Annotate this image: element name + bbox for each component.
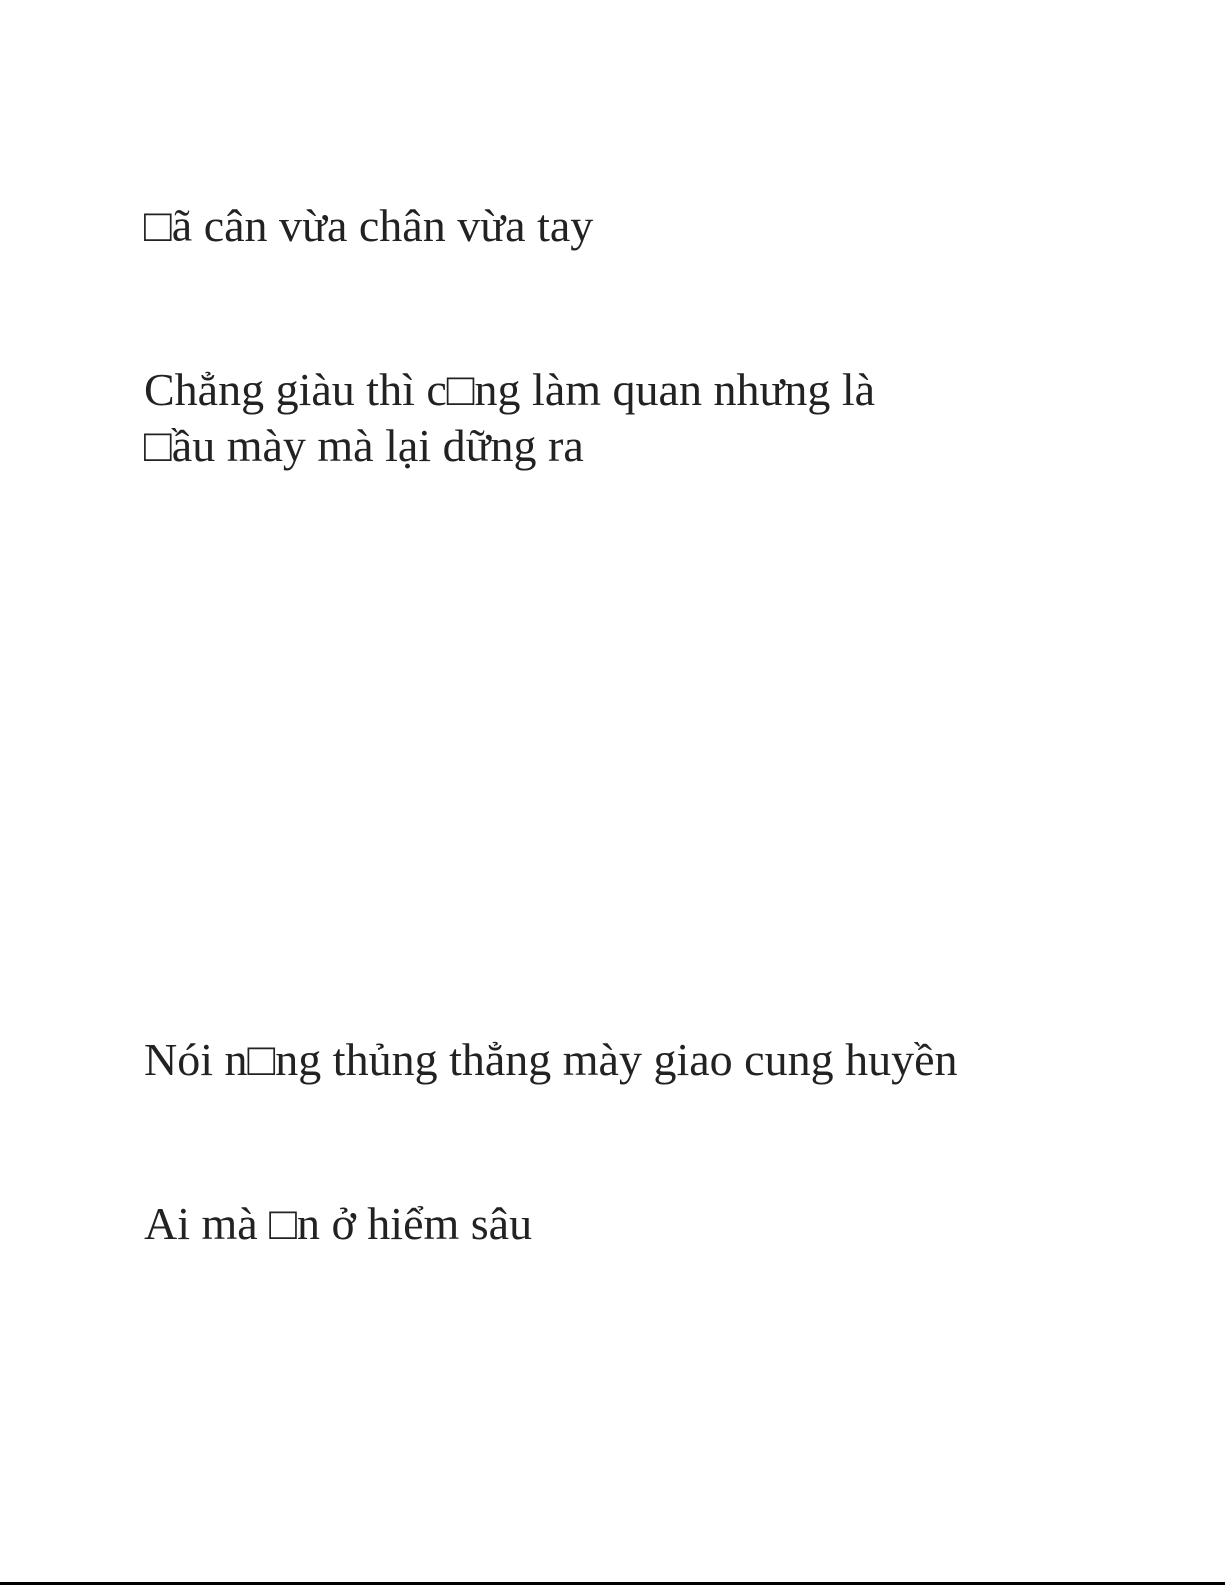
text-line-3: □ầu mày mà lại dững ra (144, 420, 584, 471)
text-line-5: Ai mà □n ở hiểm sâu (144, 1198, 533, 1249)
text-line-2: Chẳng giàu thì c□ng làm quan nhưng là (144, 364, 876, 415)
text-line-1: □ã cân vừa chân vừa tay (144, 200, 594, 251)
text-line-4: Nói n□ng thủng thẳng mày giao cung huyền (144, 1034, 958, 1085)
